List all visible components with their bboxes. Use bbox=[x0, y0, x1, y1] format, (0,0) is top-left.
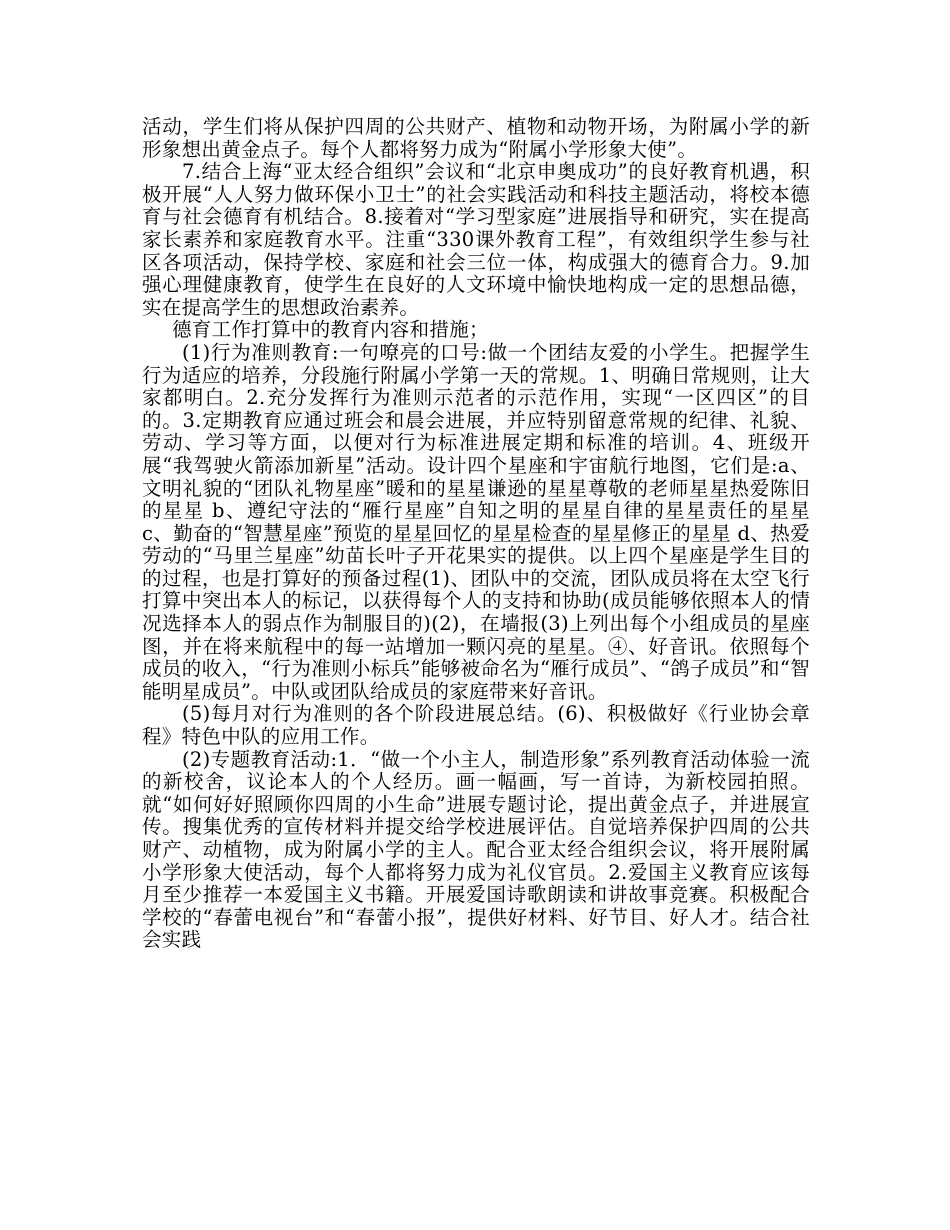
paragraph-1: 活动，学生们将从保护四周的公共财产、植物和动物开场，为附属小学的新形象想出黄金点子。每个人都将努力成为“附属小学形象大使”。 bbox=[142, 115, 810, 161]
paragraph-5: (5)每月对行为准则的各个阶段进展总结。(6)、积极做好《行业协会章程》特色中队的应用工作。 bbox=[142, 702, 810, 749]
paragraph-3: 德育工作打算中的教育内容和措施； bbox=[172, 318, 489, 342]
paragraph-2: 7.结合上海“亚太经合组织”会议和“北京申奥成功”的良好教育机遇，积极开展“人人努力做环保小卫士”的社会实践活动和科技主题活动，将校本德育与社会德育有机结合。8.接着对“学习型家庭”进展指导和研究，实在提高家长素养和家庭教育水平。注重“330课外教育工程”，有效组织学生参与社区各项活动，保持学校、家庭和社会三位一体，构成强大的德育合力。9.加强心理健康教育，使学生在良好的人文环境中愉快地构成一定的思想品德，实在提高学生的思想政治素养。 bbox=[142, 160, 810, 319]
document-page bbox=[142, 116, 810, 952]
paragraph-6: (2)专题教育活动:1．“做一个小主人，制造形象”系列教育活动体验一流的新校舍，议论本人的个人经历。画一幅画，写一首诗，为新校园拍照。就“如何好好照顾你四周的小生命”进展专题讨论，提出黄金点子，并进展宣传。搜集优秀的宣传材料并提交给学校进展评估。自觉培养保护四周的公共财产、动植物，成为附属小学的主人。配合亚太经合组织会议，将开展附属小学形象大使活动，每个人都将努力成为礼仪官员。2.爱国主义教育应该每月至少推荐一本爱国主义书籍。开展爱国诗歌朗读和讲故事竞赛。积极配合学校的“春蕾电视台”和“春蕾小报”，提供好材料、好节目、好人才。结合社会实践 bbox=[142, 747, 810, 952]
paragraph-4: (1)行为准则教育:一句嘹亮的口号:做一个团结友爱的小学生。把握学生行为适应的培养，分段施行附属小学第一天的常规。1、明确日常规则，让大家都明白。2.充分发挥行为准则示范者的示范作用，实现“一区四区”的目的。3.定期教育应通过班会和晨会进展，并应特别留意常规的纪律、礼貌、劳动、学习等方面，以便对行为标准进展定期和标准的培训。4、班级开展“我驾驶火箭添加新星”活动。设计四个星座和宇宙航行地图，它们是:a、文明礼貌的“团队礼物星座”暖和的星星谦逊的星星尊敬的老师星星热爱陈旧的星星 b、遵纪守法的“雁行星座”自知之明的星星自律的星星责任的星星 c、勤奋的“智慧星座”预览的星星回忆的星星检查的星星修正的星星 d、热爱劳动的“马里兰星座”幼苗长叶子开花果实的提供。以上四个星座是学生目的的过程，也是打算好的预备过程(1)、团队中的交流，团队成员将在太空飞行打算中突出本人的标记，以获得每个人的支持和协助(成员能够依照本人的情况选择本人的弱点作为制服目的)(2)，在墙报(3)上列出每个小组成员的星座图，并在将来航程中的每一站增加一颗闪亮的星星。④、好音讯。依照每个成员的收入，“行为准则小标兵”能够被命名为“雁行成员”、“鸽子成员”和“智能明星成员”。中队或团队给成员的家庭带来好音讯。 bbox=[142, 340, 810, 703]
